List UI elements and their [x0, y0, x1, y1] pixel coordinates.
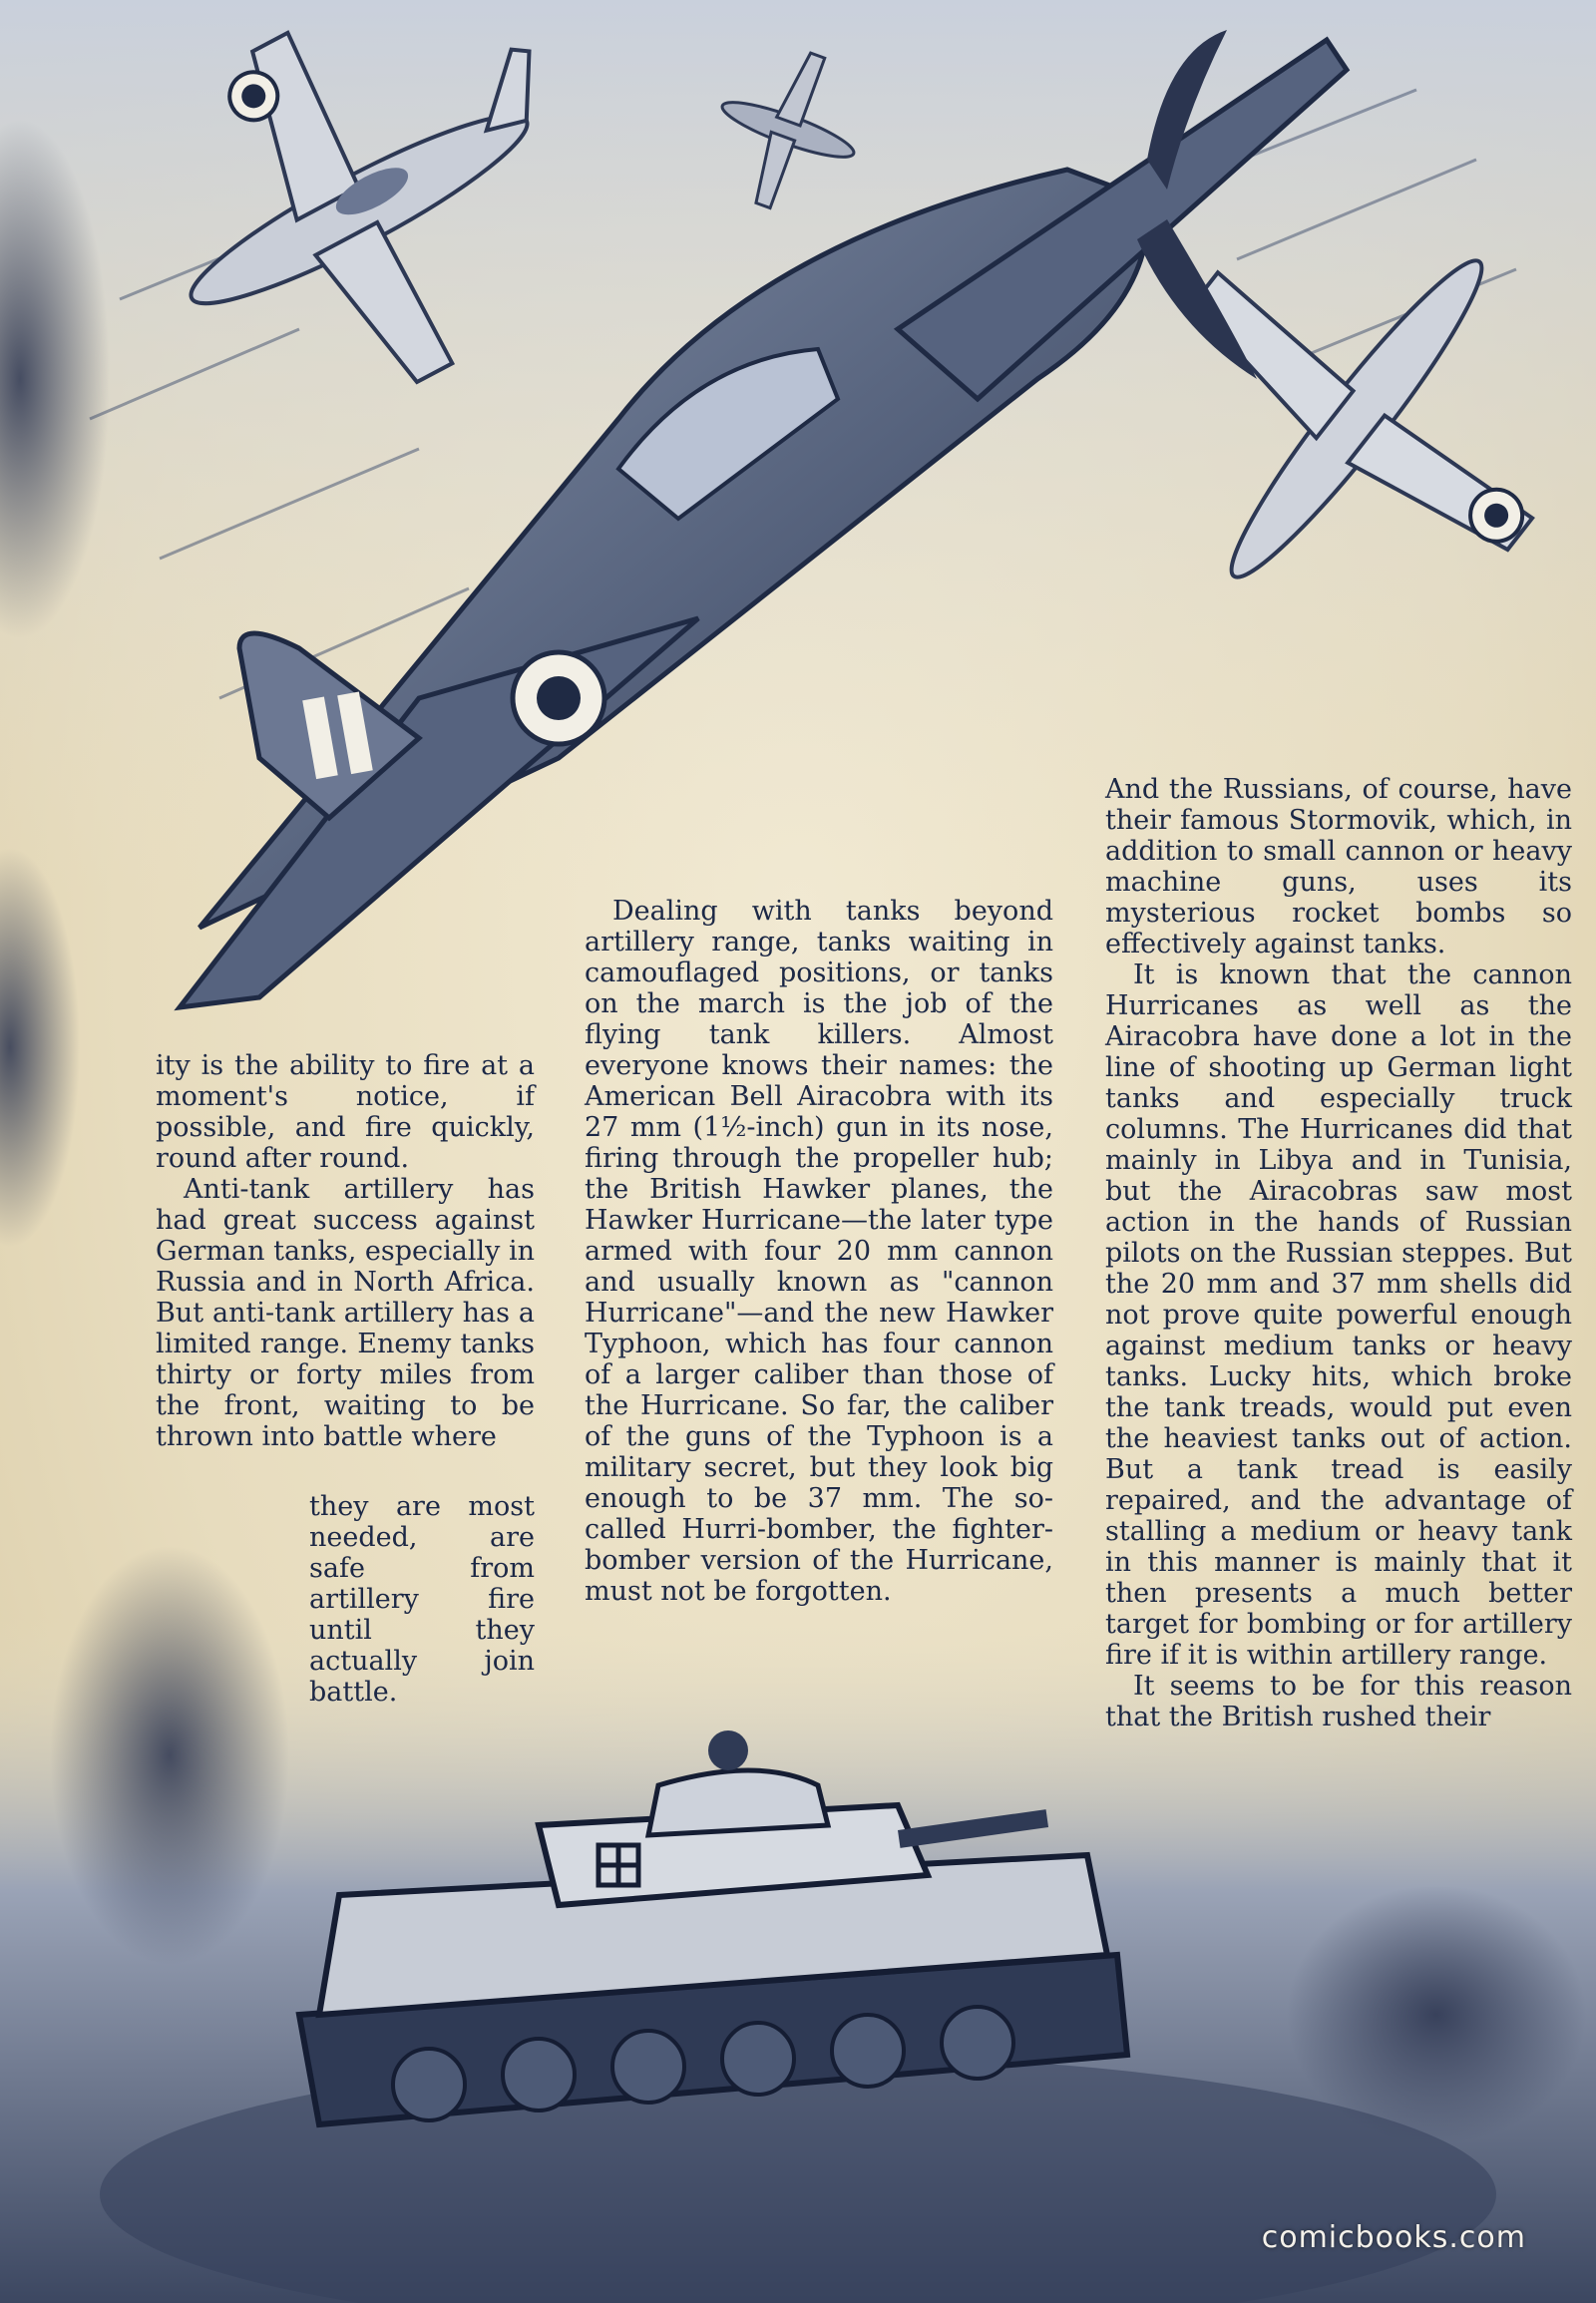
column-3 [1105, 774, 1572, 1732]
paragraph: It is known that the cannon Hurricanes as well as the Airacobra have done a lot in the line of shooting up German light tanks and especially truck columns. The Hurricanes did that mainly in Libya and in Tunisia, but the Airacobras saw most action in the hands of Russian pilots on the Russian steppes. But the 20 mm and 37 mm shells did not prove quite powerful enough against medium tanks or heavy tanks. Lucky hits, which broke the tank treads, would put even the heaviest tanks out of action. But a tank tread is easily repaired, and the advantage of stalling a medium or heavy tank in this manner is mainly that it then presents a much better target for bombing or for artillery fire if it is within artillery range. [1105, 960, 1572, 1671]
paragraph: And the Russians, of course, have their famous Stormovik, which, in addition to small cannon or heavy machine guns, uses its mysterious rocket bombs so effectively against tanks. [1105, 774, 1572, 960]
paragraph: It seems to be for this reason that the British rushed their [1105, 1671, 1572, 1732]
paragraph: they are most needed, are safe from artillery fire until they actually join battle. [309, 1491, 535, 1708]
paragraph: Anti-tank artillery has had great success against German tanks, especially in Russia and in North Africa. But anti-tank artillery has a limited range. Enemy tanks thirty or forty miles from the front, waiting to be thrown into battle where [156, 1174, 535, 1452]
column-1-tail [309, 1491, 535, 1708]
paragraph: Dealing with tanks beyond artillery range, tanks waiting in camouflaged positions, or tanks on the march is the job of the flying tank killers. Almost everyone knows their names: the American Bell Airacobra with its 27 mm (1½-inch) gun in its nose, firing through the propeller hub; the British Hawker planes, the Hawker Hurricane—the later type armed with four 20 mm cannon and usually known as "cannon Hurricane"—and the new Hawker Typhoon, which has four cannon of a larger caliber than those of the Hurricane. So far, the caliber of the guns of the Typhoon is a military secret, but they look big enough to be 37 mm. The so-called Hurri-bomber, the fighter-bomber version of the Hurricane, must not be forgotten. [585, 896, 1053, 1607]
column-1 [156, 1050, 535, 1452]
explosion-left [50, 1546, 289, 1965]
watermark: comicbooks.com [1261, 2220, 1526, 2255]
column-2 [585, 896, 1053, 1607]
smoke-cloud-left-mid [0, 848, 80, 1247]
paragraph: ity is the ability to fire at a moment's notice, if possible, and fire quickly, round after round. [156, 1050, 535, 1174]
